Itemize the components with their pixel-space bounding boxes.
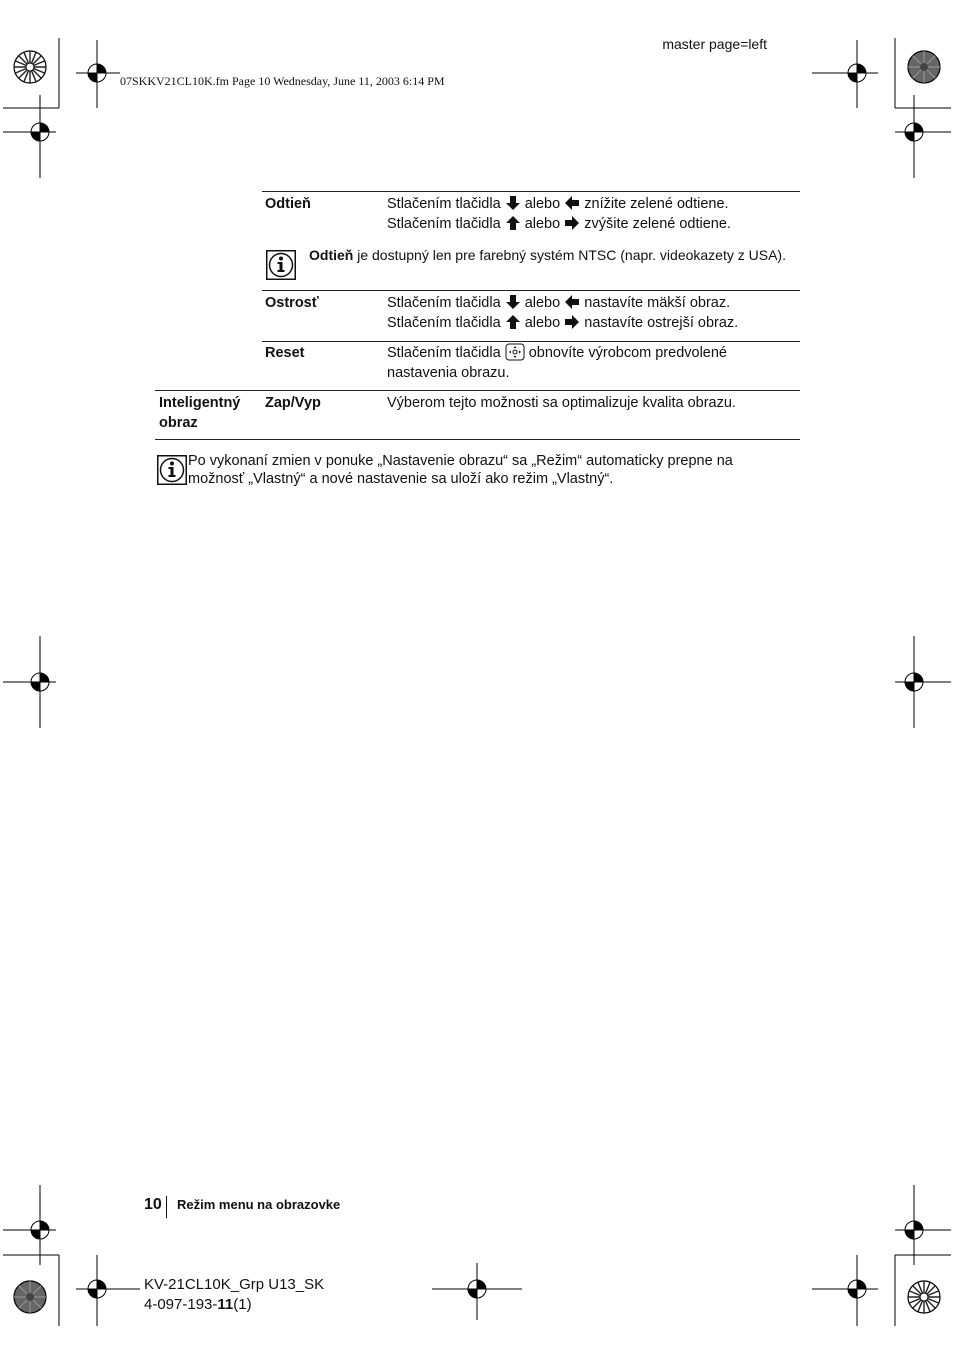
arrow-left-icon [564,195,580,211]
table-row-item: Zap/Vyp [265,395,321,411]
page-number: 10 [144,1196,162,1213]
arrow-up-icon [505,314,521,330]
table-row-category: Inteligentný obraz [159,395,241,431]
table-row-description: Výberom tejto možnosti sa optimalizuje kvalita obrazu. [387,395,736,411]
arrow-down-icon [505,294,521,310]
info-note: Odtieň je dostupný len pre farebný systém NTSC (napr. videokazety z USA). [309,247,786,263]
arrow-left-icon [564,294,580,310]
document-id: KV-21CL10K_Grp U13_SK 4-097-193-11(1) [144,1276,325,1313]
table-row-item: Reset [265,345,305,361]
bottom-note: Po vykonaní zmien v ponuke „Nastavenie obrazu“ sa „Režim“ automaticky prepne na možnosť „Vlastný“ a nové nastavenie sa uloží ako režim „Vlastný“. [188,453,733,487]
table-row-description: Stlačením tlačidla alebo znížite zelené odtiene. Stlačením tlačidla alebo zvýšite zelené odtiene. [387,196,731,232]
arrow-down-icon [505,195,521,211]
table-row-description: Stlačením tlačidla obnovíte výrobcom predvolené nastavenia obrazu. [387,345,727,381]
table-rule-bottom [155,439,800,440]
file-info: 07SKKV21CL10K.fm Page 10 Wednesday, June 11, 2003 6:14 PM [120,74,445,88]
table-rule [262,290,800,291]
section-title: Režim menu na obrazovke [177,1197,341,1212]
arrow-up-icon [505,215,521,231]
table-rule [262,341,800,342]
arrow-right-icon [564,215,580,231]
table-row-description: Stlačením tlačidla alebo nastavíte mäkší obraz. Stlačením tlačidla alebo nastavíte ostrejší obraz. [387,295,739,331]
table-rule [155,390,800,391]
master-page-label: master page=left [662,36,767,52]
table-rule-top [262,191,800,192]
arrow-right-icon [564,314,580,330]
table-row-item: Ostrosť [265,295,319,311]
table-row-item: Odtieň [265,196,311,212]
footer-divider [166,1196,167,1218]
info-icon [157,455,187,485]
ok-button-icon [505,343,525,361]
info-icon [266,250,296,280]
